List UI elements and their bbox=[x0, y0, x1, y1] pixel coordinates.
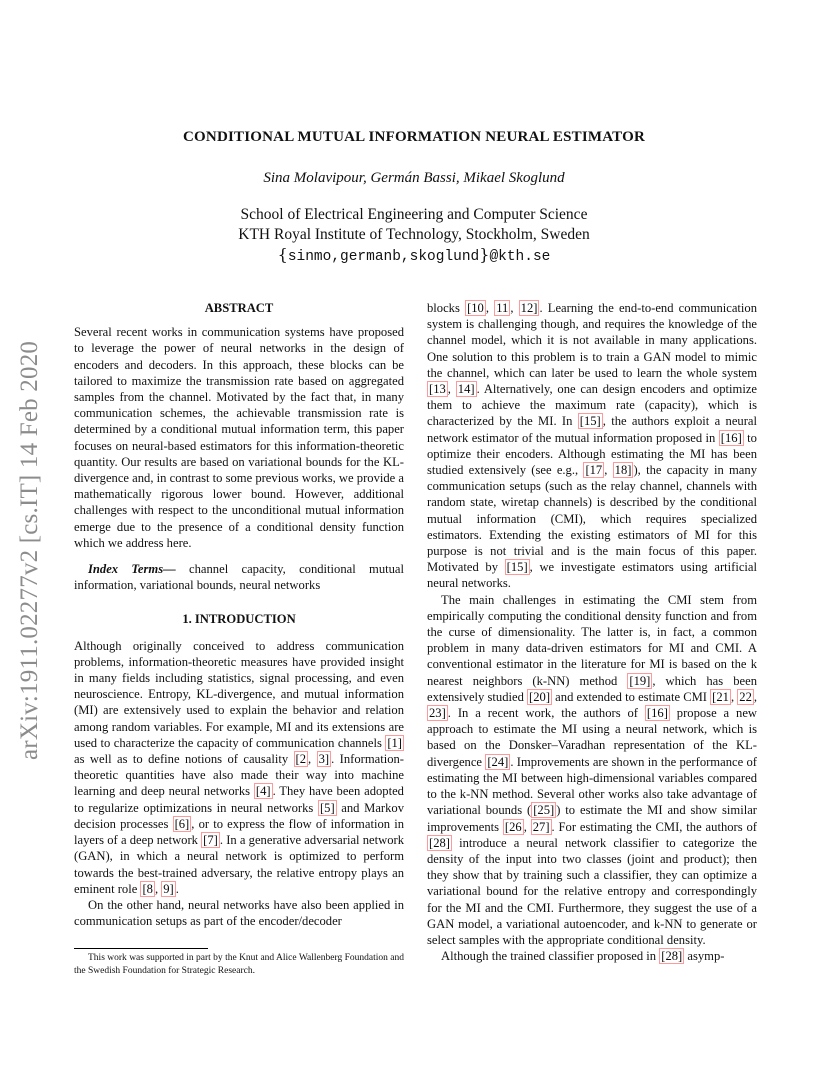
text-span: . bbox=[175, 881, 179, 896]
index-terms-text: channel capacity, conditional mutual information, variational bounds, neural networks bbox=[74, 562, 405, 593]
citation-link[interactable]: [16] bbox=[646, 706, 668, 721]
text-span: asymp- bbox=[684, 949, 725, 964]
text-span: and extended to estimate CMI bbox=[552, 689, 711, 704]
citation-link[interactable]: [6] bbox=[174, 816, 190, 831]
citation-link[interactable]: [13 bbox=[429, 382, 446, 397]
arxiv-identifier: arXiv:1911.02277v2 [cs.IT] 14 Feb 2020 bbox=[16, 340, 43, 760]
citation-link[interactable]: [1] bbox=[387, 735, 402, 750]
text-span: as well as to define notions of causality bbox=[74, 752, 294, 767]
text-span: . Information-theoretic quantities have also made their way into machine learning and deep neural networks bbox=[74, 752, 404, 799]
text-span: . Alternatively, one can design encoders and optimize them to achieve the maximum rate (capacity), which is characterized by the MI. In bbox=[427, 382, 758, 429]
email-brace-open: { bbox=[277, 245, 288, 264]
abstract-heading: ABSTRACT bbox=[204, 301, 274, 315]
text-span: blocks bbox=[427, 301, 466, 315]
text-span: , bbox=[604, 463, 613, 478]
text-span: . Improvements are shown in the performance of estimating the MI between high-dimensional variables compared to the k-NN method. Several other works also take advantage of variational bounds ( bbox=[427, 754, 757, 818]
citation-link[interactable]: [24] bbox=[487, 754, 509, 769]
text-span: to optimize their encoders. Although estimating the MI has been studied extensively (see e.g., bbox=[427, 430, 757, 478]
text-span: , bbox=[485, 301, 495, 315]
text-span: , we investigate estimators using artificial neural networks. bbox=[427, 560, 758, 591]
index-terms bbox=[74, 561, 404, 593]
text-span: . Learning the end-to-end communication system is challenging though, and requires the knowledge of the channel model, which it is not available in many applications. One solution to this problem is to train a GAN model to mimic the channel, which can later be used to learn the whole system bbox=[427, 301, 758, 380]
text-span: , bbox=[730, 689, 738, 704]
text-span: . They have been adopted to regularize optimizations in neural networks bbox=[74, 784, 404, 815]
citation-link[interactable]: [20] bbox=[529, 689, 551, 704]
citation-link[interactable]: [5] bbox=[319, 800, 335, 815]
citation-link[interactable]: [16] bbox=[720, 430, 742, 445]
text-span: , the authors exploit a neural network estimator of the mutual information proposed in bbox=[427, 414, 757, 445]
citation-link[interactable]: 22 bbox=[739, 689, 752, 704]
citation-link[interactable]: [21 bbox=[712, 689, 729, 704]
text-span: Although the trained classifier proposed in bbox=[441, 949, 660, 964]
citation-link[interactable]: [2 bbox=[295, 752, 307, 767]
citation-link[interactable]: [17 bbox=[585, 463, 603, 478]
intro-paragraph-2: On the other hand, neural networks have also been applied in communication setups as part of the encoder/decoder bbox=[74, 897, 404, 929]
citation-link[interactable]: 9] bbox=[163, 881, 174, 896]
text-span: introduce a neural network classifier to categorize the density of the input into two classes (joint and product); then they show that by training such a classifier, they can optimize a variational bound for the relative entropy and correspondingly for the MI and the CMI. Furthermore, they suggest the use of a GAN model, a variational autoencoder, and k-NN to generate or select samples with the appropriate conditional density. bbox=[427, 835, 757, 947]
abstract-text: Several recent works in communication systems have proposed to leverage the power of neural networks in the design of encoders and decoders. In this approach, these blocks can be tailored to maximize the transmission rate based on aggregated samples from the channel. Motivated by the fact that, in many communication schemes, the achievable transmission rate is determined by a conditional mutual information term, this paper focuses on neural-based estimators for this information-theoretic quantity. Our results are based on variational bounds for the KL-divergence and, in contrast to some previous works, we provide a mathematically rigorous lower bound. However, additional challenges with respect to the unconditional mutual information emerge due to the presence of a conditional density function which we address here. bbox=[74, 325, 404, 550]
citation-link[interactable]: [19] bbox=[629, 673, 651, 688]
citation-link[interactable]: 3] bbox=[318, 752, 330, 767]
text-span: . In a recent work, the authors of bbox=[447, 706, 645, 721]
citation-link[interactable]: [25] bbox=[533, 803, 555, 818]
text-span: Although originally conceived to address communication problems, information-theoretic measures have provided insight in many fields including statistics, signal processing, and even neuroscience. Entropy, KL-divergence, and mutual information (MI) are extensively used to explain the behavior and relation among random variables. For example, MI and its extensions are used to characterize the capacity of communication channels bbox=[74, 638, 404, 750]
paper-authors: Sina Molavipour, Germán Bassi, Mikael Skoglund bbox=[263, 170, 565, 186]
citation-link[interactable]: 11 bbox=[496, 301, 509, 315]
text-span: and Markov decision processes bbox=[74, 800, 404, 831]
affiliation-school: School of Electrical Engineering and Computer Science bbox=[240, 206, 588, 223]
intro-paragraph-3 bbox=[427, 300, 757, 592]
citation-link[interactable]: [10 bbox=[467, 301, 484, 315]
citation-link[interactable]: 12] bbox=[520, 301, 538, 315]
text-span: ), the capacity in many communication setups (such as the relay channel, channels with random state, wiretap channels) is described by the conditional mutual information (CMI), which requires specialized estimators. Extending the existing estimators of MI for this purpose is not trivial and is the main focus of this paper. Motivated by bbox=[427, 463, 757, 575]
citation-link[interactable]: 14] bbox=[457, 382, 475, 397]
affiliation-emails bbox=[74, 245, 754, 267]
text-span: , bbox=[753, 689, 758, 704]
text-span: The main challenges in estimating the CMI stem from empirically computing the conditional density function and from the curse of dimensionality. The latter is, in fact, a common problem in many data-driven estimators for MI and CMI. A conventional estimator in the literature for MI is based on the k nearest neighbors (k-NN) method bbox=[427, 592, 757, 688]
text-span: . For estimating the CMI, the authors of bbox=[551, 819, 757, 834]
email-domain: @kth.se bbox=[489, 249, 551, 265]
citation-link[interactable]: [8 bbox=[142, 881, 153, 896]
text-span: , which has been extensively studied bbox=[427, 673, 757, 704]
affiliation-institute: KTH Royal Institute of Technology, Stockholm, Sweden bbox=[238, 226, 590, 243]
citation-link[interactable]: [28] bbox=[661, 949, 683, 964]
citation-link[interactable]: 27] bbox=[532, 819, 550, 834]
text-span: , bbox=[523, 819, 531, 834]
index-terms-label: Index Terms— bbox=[88, 562, 176, 577]
text-span: , bbox=[510, 301, 519, 315]
citation-link[interactable]: [28] bbox=[429, 835, 450, 850]
text-span: , bbox=[308, 752, 317, 767]
text-span: ) to estimate the MI and show similar improvements bbox=[427, 803, 757, 834]
citation-link[interactable]: [4] bbox=[255, 784, 271, 799]
intro-heading: 1. INTRODUCTION bbox=[182, 612, 296, 627]
citation-link[interactable]: [26 bbox=[504, 819, 522, 834]
intro-paragraph-1 bbox=[74, 638, 404, 897]
footnote: This work was supported in part by the Knut and Alice Wallenberg Foundation and the Swedish Foundation for Strategic Research. bbox=[74, 953, 404, 976]
right-column bbox=[427, 300, 757, 964]
citation-link[interactable]: [7] bbox=[203, 833, 218, 848]
footnote-rule bbox=[74, 948, 208, 949]
citation-link[interactable]: 18] bbox=[614, 463, 632, 478]
left-column bbox=[74, 300, 404, 929]
email-names: sinmo,germanb,skoglund bbox=[287, 249, 480, 265]
intro-paragraph-4 bbox=[427, 592, 757, 948]
text-span: , bbox=[154, 881, 162, 896]
text-span: , or to express the flow of information in layers of a deep network bbox=[74, 816, 404, 848]
affiliation-block bbox=[74, 205, 754, 267]
text-span: , bbox=[447, 382, 456, 397]
text-span: propose a new approach to estimate the MI using a neural network, which is based on the Donsker–Varadhan representation of the KL-divergence bbox=[427, 706, 758, 769]
text-span: . In a generative adversarial network (GAN), in which a neural network is optimized to perform towards the best-trained adversary, the relative entropy plays an eminent role bbox=[74, 833, 405, 896]
citation-link[interactable]: [15] bbox=[506, 560, 528, 575]
intro-paragraph-5 bbox=[427, 948, 757, 964]
citation-link[interactable]: 23] bbox=[429, 706, 446, 721]
paper-title: CONDITIONAL MUTUAL INFORMATION NEURAL ESTIMATOR bbox=[183, 129, 645, 145]
email-brace-close: } bbox=[479, 245, 490, 264]
citation-link[interactable]: [15] bbox=[579, 414, 601, 429]
